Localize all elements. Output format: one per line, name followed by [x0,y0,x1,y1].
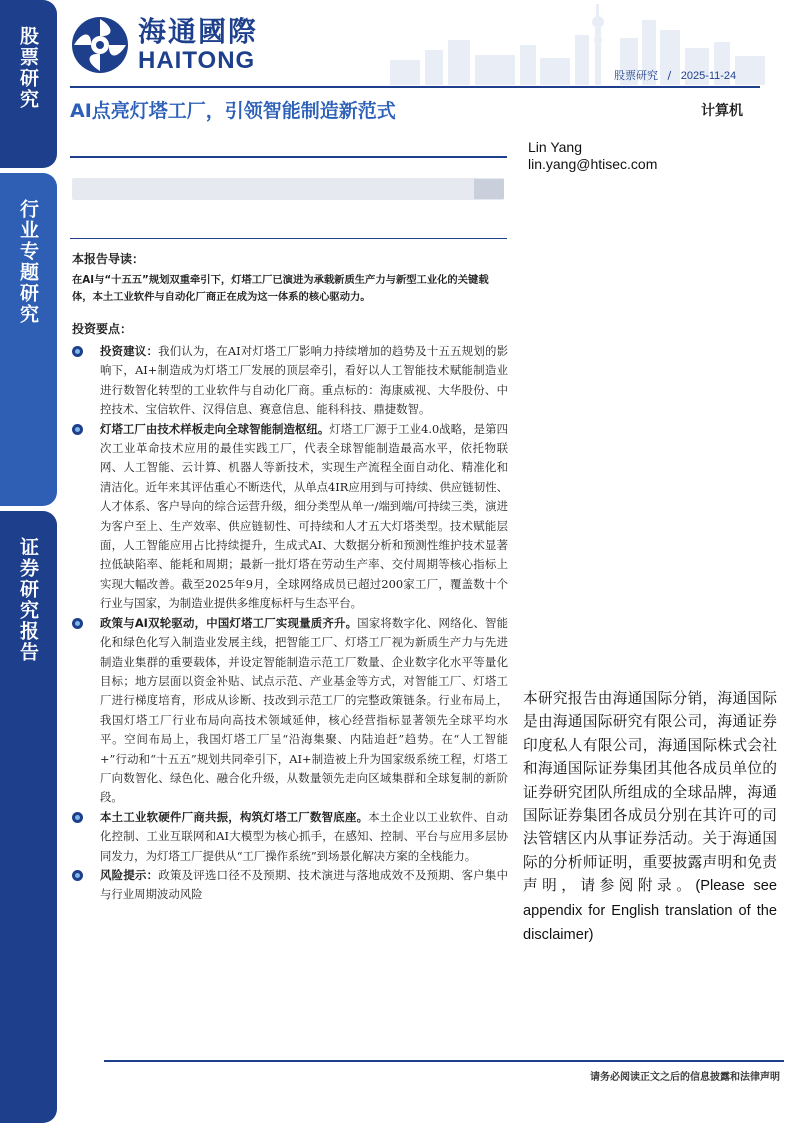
redacted-subtitle-mark [474,179,504,199]
bullet-icon [72,870,83,881]
brand-name-cn: 海通國際 [138,15,259,48]
report-date: 2025-11-24 [680,70,737,82]
point-item [72,342,508,420]
report-category: 股票研究 [614,69,658,82]
point-lead: 风险提示： [100,867,159,882]
point-item [72,614,508,808]
title-rule [70,156,507,158]
brand-logo [70,12,258,78]
footer-note: 请务必阅读正文之后的信息披露和法律声明 [590,1072,780,1083]
guide-text: 在AI与“十五五”规划双重牵引下，灯塔工厂已演进为承载新质生产力与新型工业化的关键载体，本土工业软件与自动化厂商正在成为这一体系的核心驱动力。 [72,274,489,303]
footer-rule [104,1060,784,1062]
point-item [72,866,508,905]
haitong-logo-icon [70,15,130,75]
bullet-icon [72,618,83,629]
guide-heading: 本报告导读： [72,252,145,266]
sidebar-block-securities-report [0,511,57,1123]
point-lead: 灯塔工厂由技术样板走向全球智能制造枢纽。 [100,421,330,436]
investment-points [72,342,508,905]
disclaimer [523,687,777,947]
analyst-name: Lin Yang [528,139,582,155]
report-industry: 计算机 [701,103,743,119]
sidebar-block-stock-research [0,0,57,168]
header-rule [70,86,760,88]
bullet-icon [72,812,83,823]
bullet-icon [72,346,83,357]
point-text: 灯塔工厂源于工业4.0战略，是第四次工业革命技术应用的最佳实践工厂，代表全球智能制造最高水平，依托物联网、人工智能、云计算、机器人等新技术，实现生产流程全面自动化、精准化和清洁化。近年来其评估重心不断迭代，从单点4IR应用到与可持续、供应链韧性、人才体系、客户导向的综合运营升级，细分类型从单一/端到端/可持续三类，演进为客户至上、生产效率、供应链韧性、可持续和人才五大灯塔类型。技术赋能层面，人工智能应用占比持续提升，生成式AI、大数据分析和预测性维护技术显著拉低缺陷率、能耗和周期；最新一批灯塔在劳动生产率、交付周期等核心指标上实现大幅改善。截至2025年9月，全球网络成员已超过200家工厂，覆盖数十个行业与国家，为制造业提供多维度标杆与生态平台。 [100,421,508,611]
section-rule [70,238,507,239]
point-lead: 本土工业软硬件厂商共振，构筑灯塔工厂数智底座。 [100,809,369,824]
point-item [72,808,508,866]
header-separator: / [667,69,672,82]
point-text: 本土企业以工业软件、自动化控制、工业互联网和AI大模型为核心抓手，在感知、控制、平台与应用多层协同发力，为灯塔工厂提供从“工厂操作系统”到场景化解决方案的全栈能力。 [100,809,508,863]
disclaimer-en: (Please see appendix for English translation of the disclaimer) [523,878,777,944]
point-lead: 投资建议： [100,344,159,358]
point-text: 政策及评选口径不及预期、技术演进与落地成效不及预期、客户集中与行业周期波动风险 [100,867,508,902]
sidebar-label-industry-research: 行业专题研究 [17,199,39,325]
analyst-email[interactable]: lin.yang@htisec.com [528,156,658,172]
header-meta [614,67,736,83]
investment-heading: 投资要点： [72,322,133,336]
analyst-block [528,139,657,173]
disclaimer-cn: 本研究报告由海通国际分销，海通国际是由海通国际研究有限公司，海通证券印度私人有限公司，海通国际株式会社和海通国际证券集团其他各成员单位的证券研究团队所组成的全球品牌，海通国际证券集团各成员分别在其许可的司法管辖区内从事证券活动。关于海通国际的分析师证明，重要披露声明和免责声明，请参阅附录。 [523,690,777,895]
sidebar-block-industry-research [0,173,57,506]
sidebar-label-securities-report: 证券研究报告 [17,537,39,663]
point-text: 我们认为，在AI对灯塔工厂影响力持续增加的趋势及十五五规划的影响下，AI+制造成为灯塔工厂发展的顶层牵引，看好以人工智能技术赋能制造业进行数智化转型的工业软件与自动化厂商。重点标的：海康威视、大华股份、中控技术、宝信软件、汉得信息、赛意信息、能科科技、鼎捷数智。 [100,344,508,417]
brand-name-en: HAITONG [138,47,256,74]
report-title: AI点亮灯塔工厂，引领智能制造新范式 [70,100,396,122]
point-text: 国家将数字化、网络化、智能化和绿色化写入制造业发展主线，把智能工厂、灯塔工厂视为新质生产力与先进制造业集群的重要载体，并设定智能制造示范工厂数量、企业数字化水平等量化目标；地方层面以资金补贴、试点示范、产业基金等方式，对智能工厂、灯塔工厂进行梯度培育，形成从诊断、技改到示范工厂的完整政策链条。行业布局上，我国灯塔工厂行业布局向高技术领域延伸，核心经营指标显著领先全球平均水平。空间布局上，我国灯塔工厂呈“沿海集聚、内陆追赶”趋势。在“人工智能+”行动和“十五五”规划共同牵引下，AI+制造被上升为国家级系统工程，灯塔工厂向数智化、绿色化、融合化升级，从数量领先走向区域集群和全球复制的新阶段。 [100,615,508,805]
bullet-icon [72,424,83,435]
point-item [72,420,508,614]
sidebar-label-stock-research: 股票研究 [17,26,39,110]
sidebar [0,0,57,1123]
redacted-subtitle-bar [72,178,504,200]
point-lead: 政策与AI双轮驱动，中国灯塔工厂实现量质齐升。 [100,615,358,630]
